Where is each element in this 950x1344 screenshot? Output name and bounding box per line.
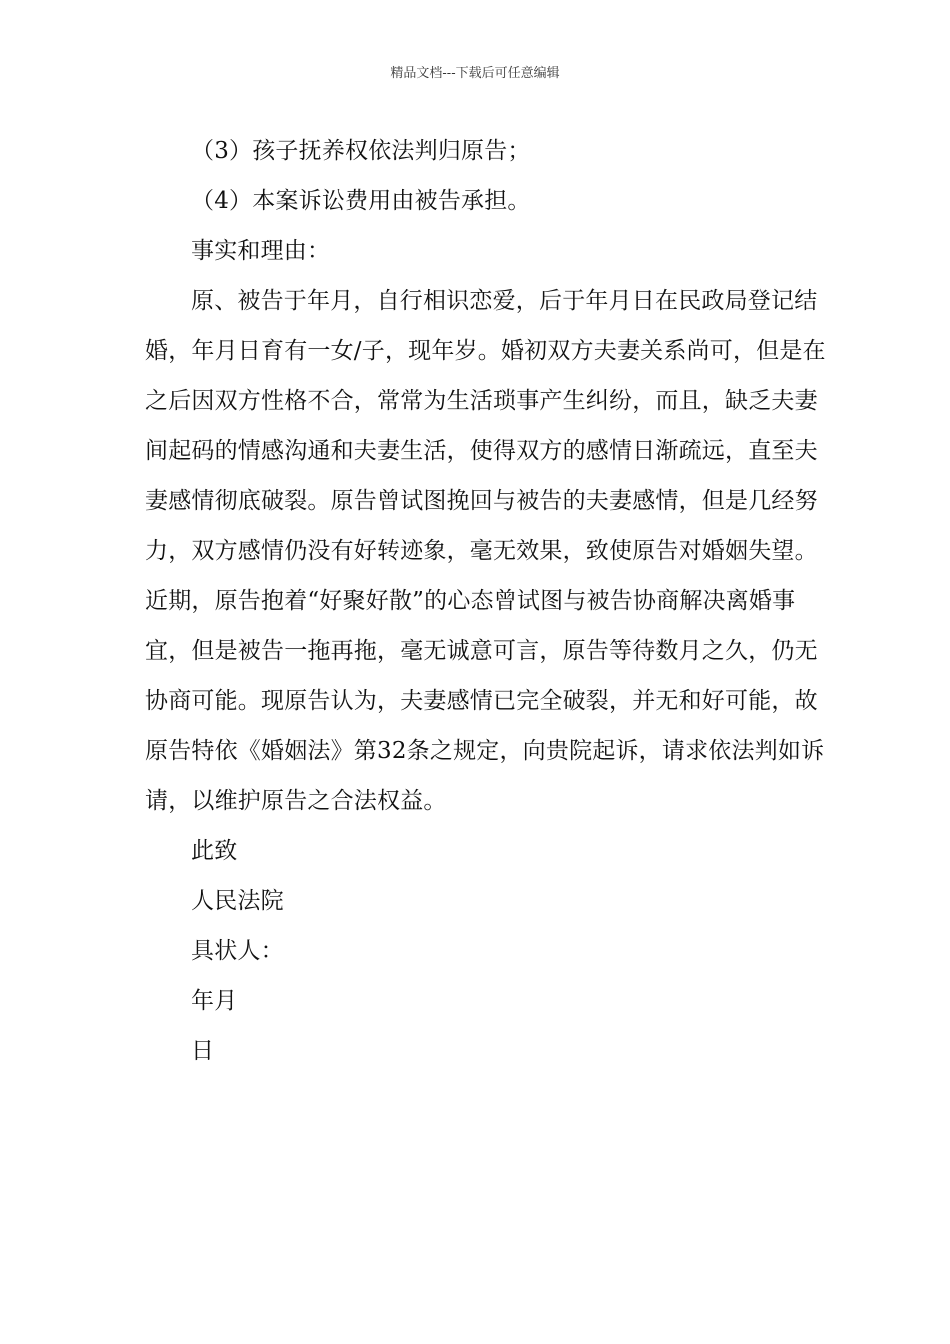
facts-paragraph-line: 协商可能。现原告认为，夫妻感情已完全破裂，并无和好可能，故 xyxy=(145,688,818,714)
court-name: 人民法院 xyxy=(191,888,284,914)
facts-paragraph-line: 之后因双方性格不合，常常为生活琐事产生纠纷，而且，缺乏夫妻 xyxy=(145,388,818,414)
document-body xyxy=(145,126,826,1076)
facts-paragraph-line: 近期，原告抱着“好聚好散”的心态曾试图与被告协商解决离婚事 xyxy=(145,588,796,614)
facts-paragraph-line: 妻感情彻底破裂。原告曾试图挽回与被告的夫妻感情，但是几经努 xyxy=(145,488,818,514)
facts-heading: 事实和理由： xyxy=(191,238,331,264)
facts-paragraph-line: 原告特依《婚姻法》第32条之规定，向贵院起诉，请求依法判如诉 xyxy=(145,738,825,764)
date-day: 日 xyxy=(191,1038,215,1064)
signatory-label: 具状人： xyxy=(191,938,284,964)
page-header: 精品文档---下载后可任意编辑 xyxy=(390,66,560,81)
claim-item-4: （4）本案诉讼费用由被告承担。 xyxy=(191,188,531,214)
facts-paragraph-line: 婚，年月日育有一女/子，现年岁。婚初双方夫妻关系尚可，但是在 xyxy=(145,338,826,364)
salutation: 此致 xyxy=(191,838,238,864)
facts-paragraph-line: 请，以维护原告之合法权益。 xyxy=(145,788,447,814)
facts-paragraph-line: 原、被告于年月，自行相识恋爱，后于年月日在民政局登记结 xyxy=(191,288,818,314)
facts-paragraph-line: 宜，但是被告一拖再拖，毫无诚意可言，原告等待数月之久，仍无 xyxy=(145,638,818,664)
date-year-month: 年月 xyxy=(191,988,238,1014)
facts-paragraph-line: 力，双方感情仍没有好转迹象，毫无效果，致使原告对婚姻失望。 xyxy=(145,538,818,564)
claim-item-3: （3）孩子抚养权依法判归原告； xyxy=(191,138,531,164)
facts-paragraph-line: 间起码的情感沟通和夫妻生活，使得双方的感情日渐疏远，直至夫 xyxy=(145,438,818,464)
